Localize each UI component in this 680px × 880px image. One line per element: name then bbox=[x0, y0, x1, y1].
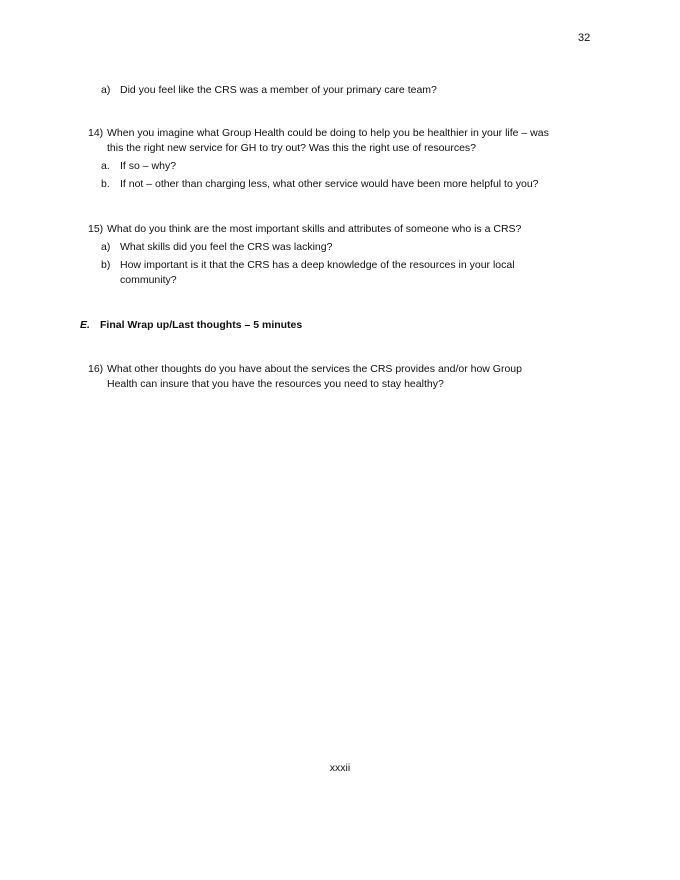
list-marker: b) bbox=[101, 259, 111, 271]
section-label: E. bbox=[80, 319, 90, 331]
sub-question-a: If so – why? bbox=[120, 160, 177, 172]
list-marker: a) bbox=[101, 84, 111, 96]
page-number: 32 bbox=[578, 32, 591, 44]
question-text-line-1: What other thoughts do you have about the services the CRS provides and/or how Group bbox=[107, 363, 522, 375]
footer-page-number: xxxii bbox=[329, 762, 351, 774]
sub-question-a: What skills did you feel the CRS was lacking? bbox=[120, 241, 333, 253]
list-marker: a) bbox=[101, 241, 111, 253]
list-marker: a. bbox=[101, 160, 110, 172]
question-number: 16) bbox=[88, 363, 104, 375]
question-number: 15) bbox=[88, 223, 104, 235]
question-number: 14) bbox=[88, 127, 104, 139]
question-text-line-1: What do you think are the most important skills and attributes of someone who is a CRS? bbox=[107, 223, 522, 235]
question-text-line-2: Health can insure that you have the resources you need to stay healthy? bbox=[107, 378, 444, 390]
question-text: Did you feel like the CRS was a member of your primary care team? bbox=[120, 84, 437, 96]
list-marker: b. bbox=[101, 178, 110, 190]
sub-question-b-line-1: How important is it that the CRS has a deep knowledge of the resources in your local bbox=[120, 259, 515, 271]
question-text-line-2: this the right new service for GH to try out? Was this the right use of resources? bbox=[107, 142, 477, 154]
question-text-line-1: When you imagine what Group Health could be doing to help you be healthier in your life – was bbox=[107, 127, 549, 139]
sub-question-b-line-2: community? bbox=[120, 274, 177, 286]
section-title: Final Wrap up/Last thoughts – 5 minutes bbox=[100, 319, 303, 331]
sub-question-b: If not – other than charging less, what other service would have been more helpful to you? bbox=[120, 178, 539, 190]
